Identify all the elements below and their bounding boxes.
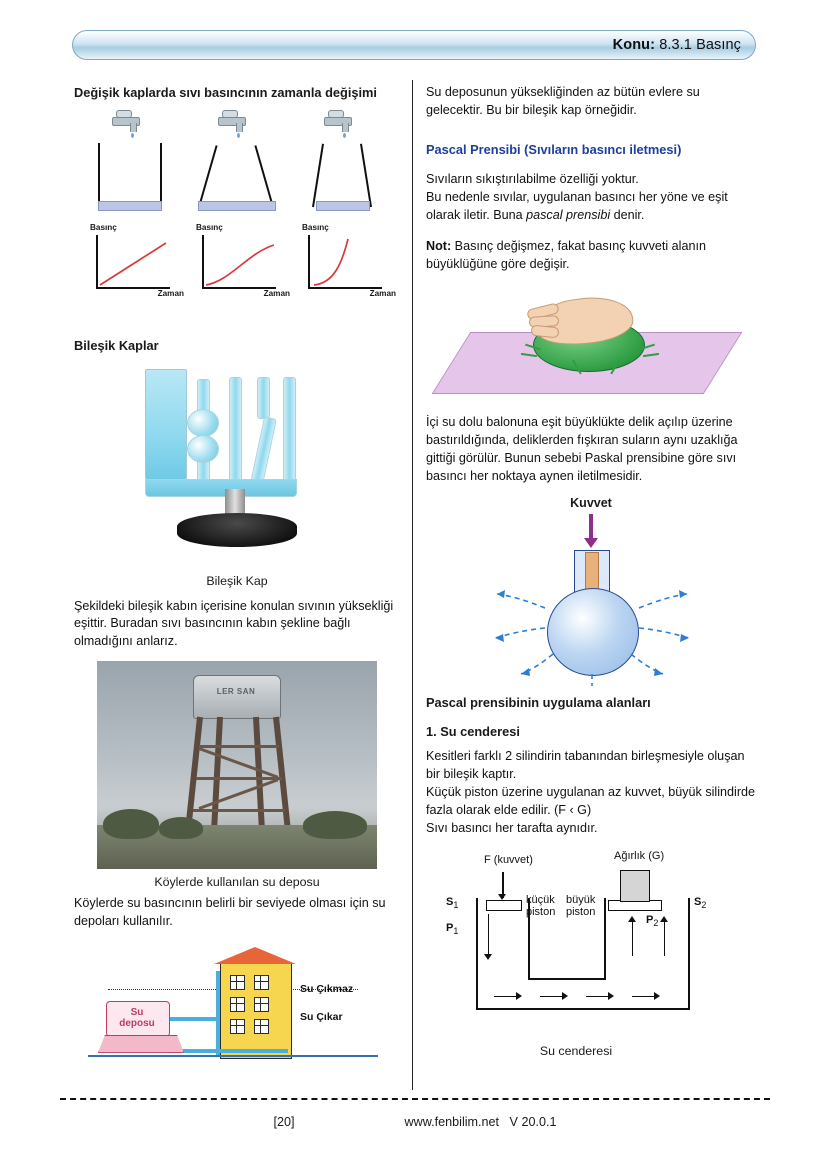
force-f-label: F (kuvvet) <box>484 853 533 866</box>
footer <box>60 1115 770 1129</box>
hydraulic-press-diagram <box>432 848 752 1038</box>
section-title-compound-vessels: Bileşik Kaplar <box>74 338 159 354</box>
water-tower-photo <box>97 661 377 869</box>
depot-tank-label: Su deposu <box>119 1006 155 1030</box>
paragraph-water-depot-height: Su deposunun yüksekliğinden az bütün evlere su gelecektir. Bu bir bileşik kap örneğidir. <box>426 85 700 117</box>
page-number: [20] <box>273 1115 295 1129</box>
s2-label: $S_2$ <box>694 895 707 910</box>
chart-curve <box>202 233 278 289</box>
header-bar <box>72 30 756 60</box>
vessel-straight <box>80 109 180 217</box>
paragraph-compound-vessel: Şekildeki bileşik kabın içerisine konulan sıvının yüksekliği eşittir. Buradan sıvı basıncının kabın şekline bağlı olmadığını anlarız. <box>74 598 394 649</box>
paragraph-water-depot: Köylerde su basıncının belirli bir seviyede olması için su depoları kullanılır. <box>74 896 386 929</box>
pascal-principle-title: Pascal Prensibi (Sıvıların basıncı iletmesi) <box>426 141 682 157</box>
section-title-liquid-pressure: Değişik kaplarda sıvı basıncının zamanla değişimi <box>74 85 377 100</box>
right-column <box>426 84 756 1068</box>
chart-curve <box>308 233 384 289</box>
force-flask-drawing <box>441 496 741 686</box>
pascal-term: pascal prensibi <box>526 207 611 222</box>
chart-x-label: Zaman <box>369 289 396 299</box>
tower-tank-text: LER SAN <box>216 687 256 697</box>
app-line-1: Kesitleri farklı 2 silindirin tabanından birleşmesiyle oluşan bir bileşik kaptır. <box>426 749 745 782</box>
applications-title: Pascal prensibinin uygulama alanları <box>426 694 651 710</box>
chart-y-label: Basınç <box>302 223 329 233</box>
weight-g-label: Ağırlık (G) <box>614 849 665 862</box>
chart-x-label: Zaman <box>157 289 184 299</box>
big-piston-label: büyük piston <box>566 893 596 918</box>
pascal-line-3a: olarak iletir. Buna <box>426 207 527 222</box>
chart-linear <box>80 223 184 303</box>
page-title <box>613 37 741 53</box>
vessel-wide-v <box>186 109 286 217</box>
paragraph-balloon-experiment: İçi su dolu balonuna eşit büyüklükte delik açılıp üzerine bastırıldığında, deliklerden fışkıran suların aynı uzaklığa gittiği görülür. Bunun sebebi Paskal prensibine göre sıvı basıncı her noktaya aynen iletilmesidir. <box>426 415 738 483</box>
app-line-2: Küçük piston üzerine uygulanan az kuvvet, büyük silindirde fazla olarak elde edilir. (F ‹ G) <box>426 784 756 817</box>
topic-label: Konu: <box>612 37 656 53</box>
chart-concave-up <box>292 223 396 303</box>
left-column <box>74 84 400 1065</box>
chart-y-label: Basınç <box>196 223 223 233</box>
vessel-diagrams <box>74 109 400 299</box>
note-water-flows: Su Çıkar <box>300 1010 343 1023</box>
app-line-3: Sıvı basıncı her tarafta aynıdır. <box>426 820 598 835</box>
small-piston-label: küçük piston <box>526 893 556 918</box>
water-jets <box>441 496 741 686</box>
note-label: Not: <box>426 239 452 254</box>
note-no-water: Su Çıkmaz <box>300 982 354 995</box>
vessel-narrow-v <box>292 109 392 217</box>
s1-label: $S_1$ <box>446 895 459 910</box>
tap-icon <box>106 109 146 135</box>
note-block <box>426 238 756 274</box>
topic-value: 8.3.1 Basınç <box>659 37 741 53</box>
note-text: Basınç değişmez, fakat basınç kuvveti alanın büyüklüğüne göre değişir. <box>426 239 706 272</box>
tap-icon <box>212 109 252 135</box>
hydraulic-press-caption: Su cenderesi <box>539 1043 613 1058</box>
app-title-su-cenderesi: 1. Su cenderesi <box>426 723 520 739</box>
compound-vessel-caption: Bileşik Kap <box>206 573 268 588</box>
column-divider <box>412 80 413 1090</box>
water-tower-caption: Köylerde kullanılan su deposu <box>154 875 320 890</box>
footer-divider <box>60 1098 770 1100</box>
hand-balloon-drawing <box>441 284 741 404</box>
depot-building-drawing <box>88 941 378 1065</box>
pascal-line-1: Sıvıların sıkıştırılabilme özelliği yoktur. <box>426 171 639 186</box>
chart-x-label: Zaman <box>263 289 290 299</box>
footer-site-version <box>405 1115 557 1129</box>
compound-vessel-photo <box>137 363 337 568</box>
paragraph-pascal <box>426 171 756 225</box>
chart-y-label: Basınç <box>90 223 117 233</box>
version-label: V 20.0.1 <box>509 1115 557 1129</box>
site-url: www.fenbilim.net <box>404 1115 500 1129</box>
tap-icon <box>318 109 358 135</box>
force-label: Kuvvet <box>570 495 612 510</box>
chart-concave-down <box>186 223 290 303</box>
p1-label: $P_1$ <box>446 921 459 936</box>
pascal-line-3b: denir. <box>610 207 645 222</box>
chart-curve <box>96 233 172 289</box>
pascal-line-2: Bu nedenle sıvılar, uygulanan basıncı her yöne ve eşit <box>426 189 728 204</box>
p2-label: $P_2$ <box>646 913 659 928</box>
